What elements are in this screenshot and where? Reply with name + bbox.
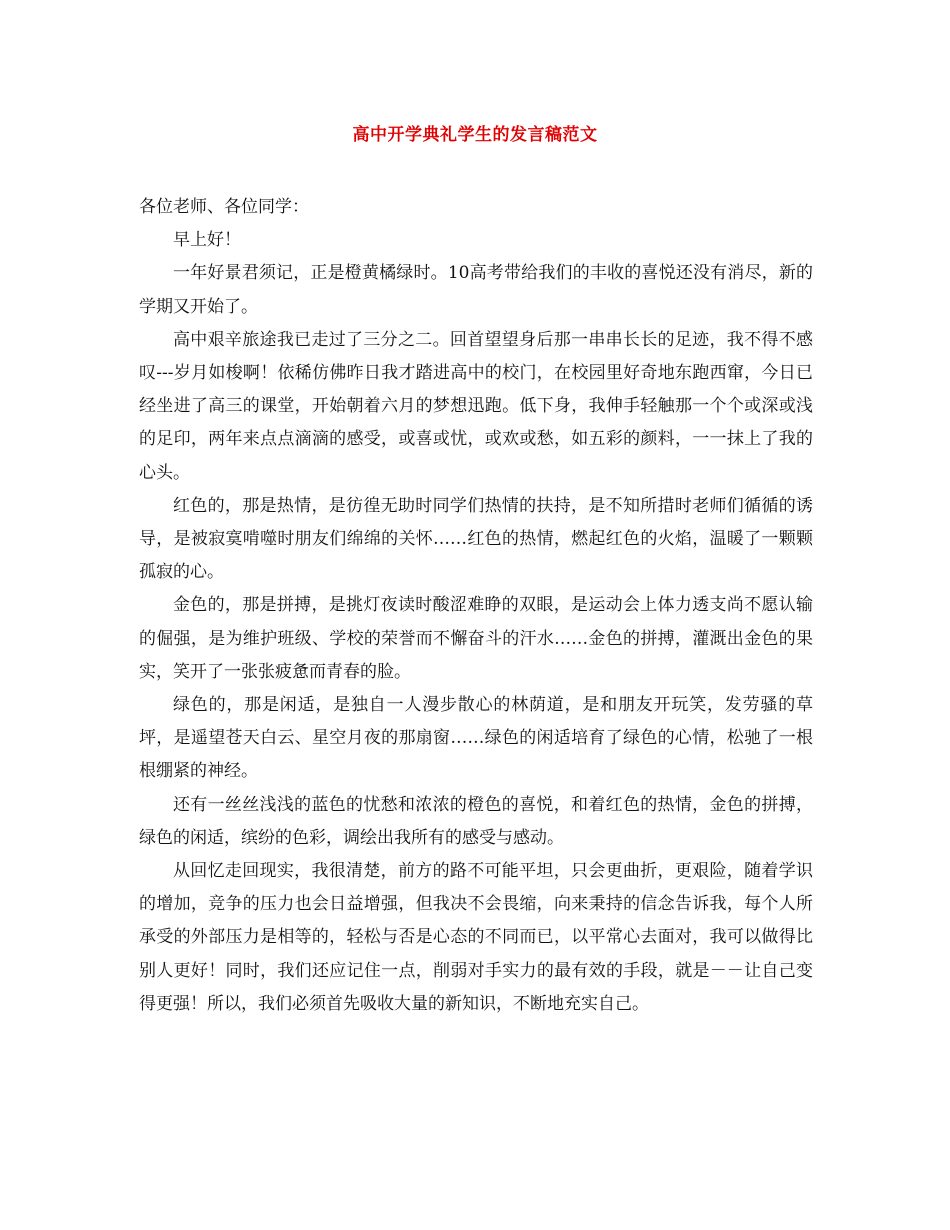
paragraph: 还有一丝丝浅浅的蓝色的忧愁和浓浓的橙色的喜悦，和着红色的热情，金色的拼搏，绿色的闲适，缤纷的色彩，调绘出我所有的感受与感动。 [139, 794, 813, 848]
paragraph: 绿色的，那是闲适，是独自一人漫步散心的林荫道，是和朋友开玩笑，发劳骚的草坪，是遥望苍天白云、星空月夜的那扇窗……绿色的闲适培育了绿色的心情，松驰了一根根绷紧的神经。 [139, 695, 813, 782]
paragraph: 红色的，那是热情，是彷徨无助时同学们热情的扶持，是不知所措时老师们循循的诱导，是被寂寞啃噬时朋友们绵绵的关怀……红色的热情，燃起红色的火焰，温暖了一颗颗孤寂的心。 [139, 495, 813, 583]
paragraph-greeting: 早上好！ [173, 230, 241, 251]
document-title: 高中开学典礼学生的发言稿范文 [352, 125, 598, 145]
paragraph: 金色的，那是拼搏，是挑灯夜读时酸涩难睁的双眼，是运动会上体力透支尚不愿认输的倔强，是为维护班级、学校的荣誉而不懈奋斗的汗水……金色的拼搏，灌溉出金色的果实，笑开了一张张疲惫而青春的脸。 [139, 595, 813, 682]
document-body [139, 191, 813, 1021]
paragraph: 高中艰辛旅途我已走过了三分之二。回首望望身后那一串串长长的足迹，我不得不感叹---岁月如梭啊！依稀仿佛昨日我才踏进高中的校门，在校园里好奇地东跑西窜，今日已经坐进了高三的课堂，开始朝着六月的梦想迅跑。低下身，我伸手轻触那一个个或深或浅的足印，两年来点点滴滴的感受，或喜或忧，或欢或愁，如五彩的颜料，一一抹上了我的心头。 [139, 329, 813, 483]
paragraph: 一年好景君须记，正是橙黄橘绿时。10高考带给我们的丰收的喜悦还没有消尽，新的学期又开始了。 [139, 263, 813, 317]
salutation: 各位老师、各位同学： [139, 197, 309, 217]
paragraph: 从回忆走回现实，我很清楚，前方的路不可能平坦，只会更曲折，更艰险，随着学识的增加，竞争的压力也会日益增强，但我决不会畏缩，向来秉持的信念告诉我，每个人所承受的外部压力是相等的，轻松与否是心态的不同而已，以平常心去面对，我可以做得比别人更好！同时，我们还应记住一点，削弱对手实力的最有效的手段，就是－－让自己变得更强！所以，我们必须首先吸收大量的新知识，不断地充实自己。 [139, 861, 813, 1014]
